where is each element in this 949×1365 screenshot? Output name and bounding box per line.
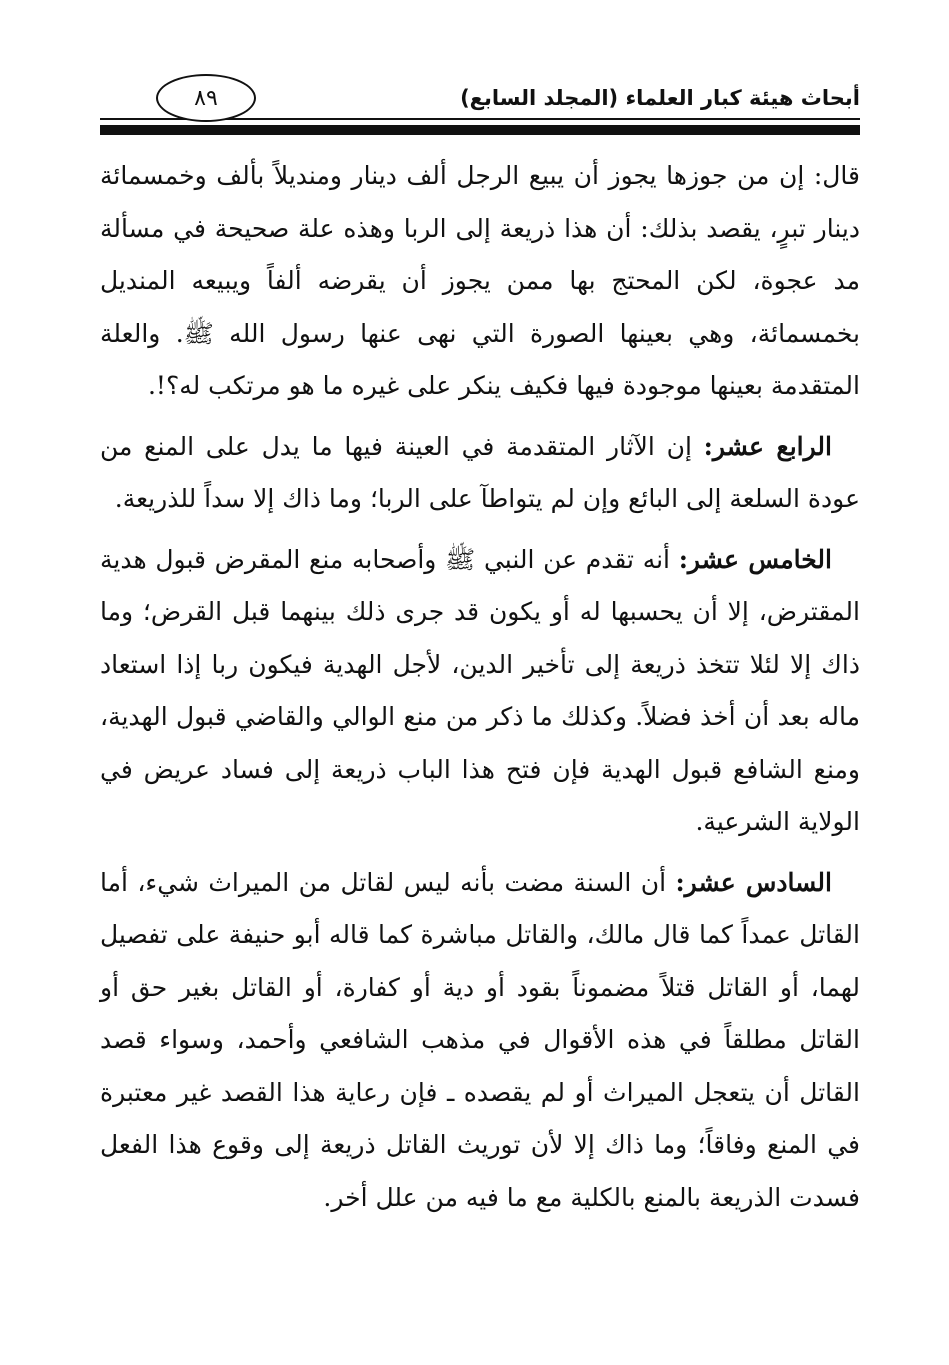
page-number: ٨٩	[156, 74, 256, 122]
paragraph-1	[100, 150, 860, 413]
page-header	[100, 60, 860, 140]
paragraph-4-text: أن السنة مضت بأنه ليس لقاتل من الميراث شيء، أما القاتل عمداً كما قال مالك، والقاتل مباشرة كما قاله أبو حنيفة على تفصيل لهما، أو القاتل قتلاً مضموناً بقود أو دية أو كفارة، أو القاتل بغير حق أو القاتل مطلقاً في هذه الأقوال في مذهب الشافعي وأحمد، وسواء قصد القاتل أن يتعجل الميراث أو لم يقصده ـ فإن رعاية هذا القصد غير معتبرة في المنع وفاقاً؛ وما ذاك إلا لأن توريث القاتل ذريعة إلى وقوع هذا الفعل فسدت الذريعة بالمنع بالكلية مع ما فيه من علل أخر.	[100, 867, 860, 1212]
body-text	[100, 150, 860, 1232]
paragraph-3-heading: الخامس عشر:	[678, 544, 832, 574]
paragraph-4	[100, 857, 860, 1225]
paragraph-3-text: أنه تقدم عن النبي ﷺ وأصحابه منع المقرض قبول هدية المقترض، إلا أن يحسبها له أو يكون قد جرى ذلك بينهما قبل القرض؛ وما ذاك إلا لئلا تتخذ ذريعة إلى تأخير الدين، لأجل الهدية فيكون ربا إذا استعاد ماله بعد أن أخذ فضلاً. وكذلك ما ذكر من منع الوالي والقاضي قبول الهدية، ومنع الشافع قبول الهدية فإن فتح هذا الباب ذريعة إلى فساد عريض في الولاية الشرعية.	[100, 544, 860, 836]
paragraph-3	[100, 534, 860, 849]
header-rule-thick	[100, 125, 860, 135]
paragraph-2-heading: الرابع عشر:	[703, 431, 832, 461]
paragraph-2	[100, 421, 860, 526]
paragraph-2-text: إن الآثار المتقدمة في العينة فيها ما يدل على المنع من عودة السلعة إلى البائع وإن لم يتواطآ على الربا؛ وما ذاك إلا سداً للذريعة.	[100, 431, 860, 513]
paragraph-4-heading: السادس عشر:	[675, 867, 832, 897]
paragraph-1-text: قال: إن من جوزها يجوز أن يبيع الرجل ألف دينار ومنديلاً بألف وخمسمائة دينار تبرٍ، يقصد بذلك: أن هذا ذريعة إلى الربا وهذه علة صحيحة في مسألة مد عجوة، لكن المحتج بها ممن يجوز أن يقرضه ألفاً ويبيعه المنديل بخمسمائة، وهي بعينها الصورة التي نهى عنها رسول الله ﷺ. والعلة المتقدمة بعينها موجودة فيها فكيف ينكر على غيره ما هو مرتكب له؟!.	[100, 161, 860, 400]
running-title: أبحاث هيئة كبار العلماء (المجلد السابع)	[460, 86, 860, 110]
